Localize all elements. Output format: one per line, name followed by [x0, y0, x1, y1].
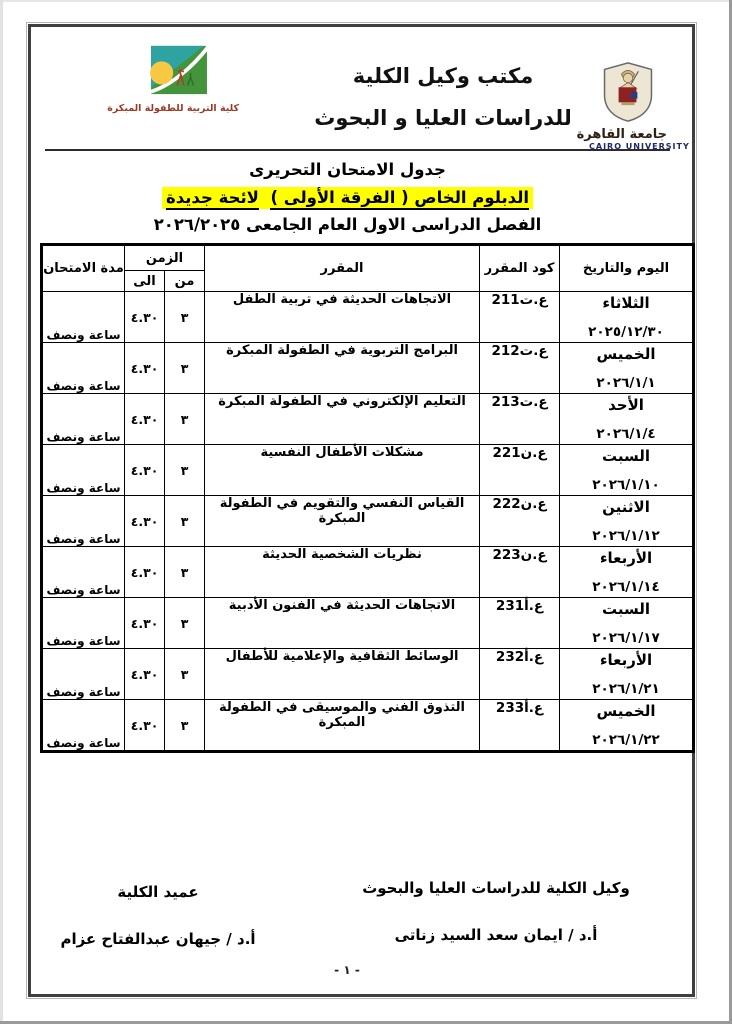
date-label: ٢٠٢٦/١/١٠	[592, 477, 660, 493]
cairo-university-shield-icon	[599, 61, 657, 123]
day-date-cell	[560, 649, 694, 700]
time-to-cell: ٤.٣٠	[125, 394, 165, 445]
course-code-cell: ع.أ232	[480, 649, 560, 700]
header-row-1	[42, 245, 694, 271]
table-row	[42, 547, 694, 598]
date-label: ٢٠٢٦/١/٢١	[592, 681, 660, 697]
day-label: الأربعاء	[599, 549, 653, 567]
table-row	[42, 343, 694, 394]
time-from-cell: ٣	[165, 649, 205, 700]
course-name-cell: التعليم الإلكتروني في الطفولة المبكرة	[205, 394, 480, 445]
university-name-english: CAIRO UNIVERSITY	[589, 142, 690, 151]
time-from-cell: ٣	[165, 445, 205, 496]
day-label: الثلاثاء	[602, 294, 650, 312]
date-label: ٢٠٢٦/١/١٧	[592, 630, 660, 646]
course-code-cell: ع.ن223	[480, 547, 560, 598]
office-header	[293, 55, 593, 139]
header-duration: مدة الامتحان	[42, 245, 125, 292]
office-line-2: للدراسات العليا و البحوث	[314, 106, 572, 130]
college-name-caption: كلية التربية للطفولة المبكرة	[107, 103, 239, 114]
course-name-cell: الوسائط الثقافية والإعلامية للأطفال	[205, 649, 480, 700]
day-label: الأربعاء	[599, 651, 653, 669]
course-name-cell: الاتجاهات الحديثة في تربية الطفل	[205, 292, 480, 343]
time-to-cell: ٤.٣٠	[125, 649, 165, 700]
day-label: الخميس	[596, 702, 656, 720]
date-label: ٢٠٢٦/١/١٢	[592, 528, 660, 544]
page-number: - ١ -	[334, 963, 360, 977]
time-from-cell: ٣	[165, 598, 205, 649]
exam-schedule-title: جدول الامتحان التحريرى	[249, 160, 446, 179]
time-from-cell: ٣	[165, 394, 205, 445]
page-frame	[28, 24, 695, 997]
exam-schedule-table	[40, 243, 695, 753]
date-label: ٢٠٢٦/١/١	[596, 375, 656, 391]
duration-cell: ساعة ونصف	[42, 445, 125, 496]
course-code-cell: ع.أ233	[480, 700, 560, 752]
day-date-cell	[560, 394, 694, 445]
duration-cell: ساعة ونصف	[42, 496, 125, 547]
course-name-cell: الاتجاهات الحديثة في الفنون الأدبية	[205, 598, 480, 649]
time-to-cell: ٤.٣٠	[125, 343, 165, 394]
new-regulation-text: لائحة جديدة	[166, 188, 259, 210]
course-name-cell: البرامج التربوية في الطفولة المبكرة	[205, 343, 480, 394]
time-to-cell: ٤.٣٠	[125, 598, 165, 649]
day-date-cell	[560, 547, 694, 598]
day-date-cell	[560, 445, 694, 496]
diploma-underlined-text: الدبلوم الخاص ( الفرقة الأولى )	[270, 188, 529, 210]
day-date-cell	[560, 343, 694, 394]
exam-table-body	[42, 292, 694, 752]
date-label: ٢٠٢٦/١/٤	[596, 426, 656, 442]
time-from-cell: ٣	[165, 292, 205, 343]
time-to-cell: ٤.٣٠	[125, 496, 165, 547]
table-row	[42, 394, 694, 445]
day-date-cell	[560, 700, 694, 752]
day-date-cell	[560, 496, 694, 547]
duration-cell: ساعة ونصف	[42, 598, 125, 649]
duration-cell: ساعة ونصف	[42, 343, 125, 394]
course-name-cell: مشكلات الأطفال النفسية	[205, 445, 480, 496]
table-row	[42, 292, 694, 343]
header-time-to: الى	[125, 271, 165, 292]
course-code-cell: ع.ت212	[480, 343, 560, 394]
dean-name: أ.د / جيهان عبدالفتاح عزام	[60, 930, 256, 948]
header-day-date: اليوم والتاريخ	[560, 245, 694, 292]
dean-signature-block	[39, 883, 277, 948]
date-label: ٢٠٢٦/١/١٤	[592, 579, 660, 595]
diploma-subtitle	[31, 184, 664, 212]
course-code-cell: ع.ت211	[480, 292, 560, 343]
table-row	[42, 496, 694, 547]
university-name-arabic: جامعة القاهرة	[576, 127, 667, 142]
time-to-cell: ٤.٣٠	[125, 700, 165, 752]
header-time: الزمن	[125, 245, 205, 271]
highlighted-subtitle	[162, 187, 533, 209]
time-from-cell: ٣	[165, 496, 205, 547]
day-label: السبت	[601, 600, 651, 618]
time-from-cell: ٣	[165, 700, 205, 752]
college-emblem-icon	[148, 43, 210, 97]
time-to-cell: ٤.٣٠	[125, 445, 165, 496]
table-row	[42, 598, 694, 649]
vice-dean-name: أ.د / ايمان سعد السيد زناتى	[394, 926, 598, 944]
document-titles	[31, 157, 692, 238]
cairo-university-logo	[576, 61, 690, 151]
course-code-cell: ع.ن222	[480, 496, 560, 547]
date-label: ٢٠٢٦/١/٢٢	[592, 732, 660, 748]
dean-title: عميد الكلية	[117, 883, 199, 901]
date-label: ٢٠٢٥/١٢/٣٠	[588, 324, 664, 340]
header-time-from: من	[165, 271, 205, 292]
vice-dean-signature-block	[341, 879, 651, 944]
table-row	[42, 649, 694, 700]
semester-title: الفصل الدراسى الاول العام الجامعى ٢٠٢٦/٢٠٢٥	[153, 215, 542, 234]
table-row	[42, 445, 694, 496]
day-label: الاثنين	[602, 498, 650, 516]
college-logo	[107, 43, 239, 114]
day-date-cell	[560, 292, 694, 343]
course-name-cell: نظريات الشخصية الحديثة	[205, 547, 480, 598]
vice-dean-title: وكيل الكلية للدراسات العليا والبحوث	[362, 879, 630, 897]
duration-cell: ساعة ونصف	[42, 292, 125, 343]
course-code-cell: ع.ن221	[480, 445, 560, 496]
course-code-cell: ع.أ231	[480, 598, 560, 649]
table-header	[42, 245, 694, 292]
header-course-code: كود المقرر	[480, 245, 560, 292]
table-row	[42, 700, 694, 752]
time-from-cell: ٣	[165, 343, 205, 394]
course-name-cell: التذوق الفني والموسيقى في الطفولة المبكرة	[205, 700, 480, 752]
duration-cell: ساعة ونصف	[42, 394, 125, 445]
duration-cell: ساعة ونصف	[42, 547, 125, 598]
duration-cell: ساعة ونصف	[42, 700, 125, 752]
day-label: السبت	[601, 447, 651, 465]
time-to-cell: ٤.٣٠	[125, 292, 165, 343]
course-name-cell: القياس النفسي والتقويم في الطفولة المبكرة	[205, 496, 480, 547]
office-line-1: مكتب وكيل الكلية	[352, 64, 534, 88]
course-code-cell: ع.ت213	[480, 394, 560, 445]
day-label: الخميس	[596, 345, 656, 363]
time-to-cell: ٤.٣٠	[125, 547, 165, 598]
header-divider	[45, 149, 670, 151]
day-label: الأحد	[608, 396, 644, 414]
day-date-cell	[560, 598, 694, 649]
header-course: المقرر	[205, 245, 480, 292]
time-from-cell: ٣	[165, 547, 205, 598]
duration-cell: ساعة ونصف	[42, 649, 125, 700]
